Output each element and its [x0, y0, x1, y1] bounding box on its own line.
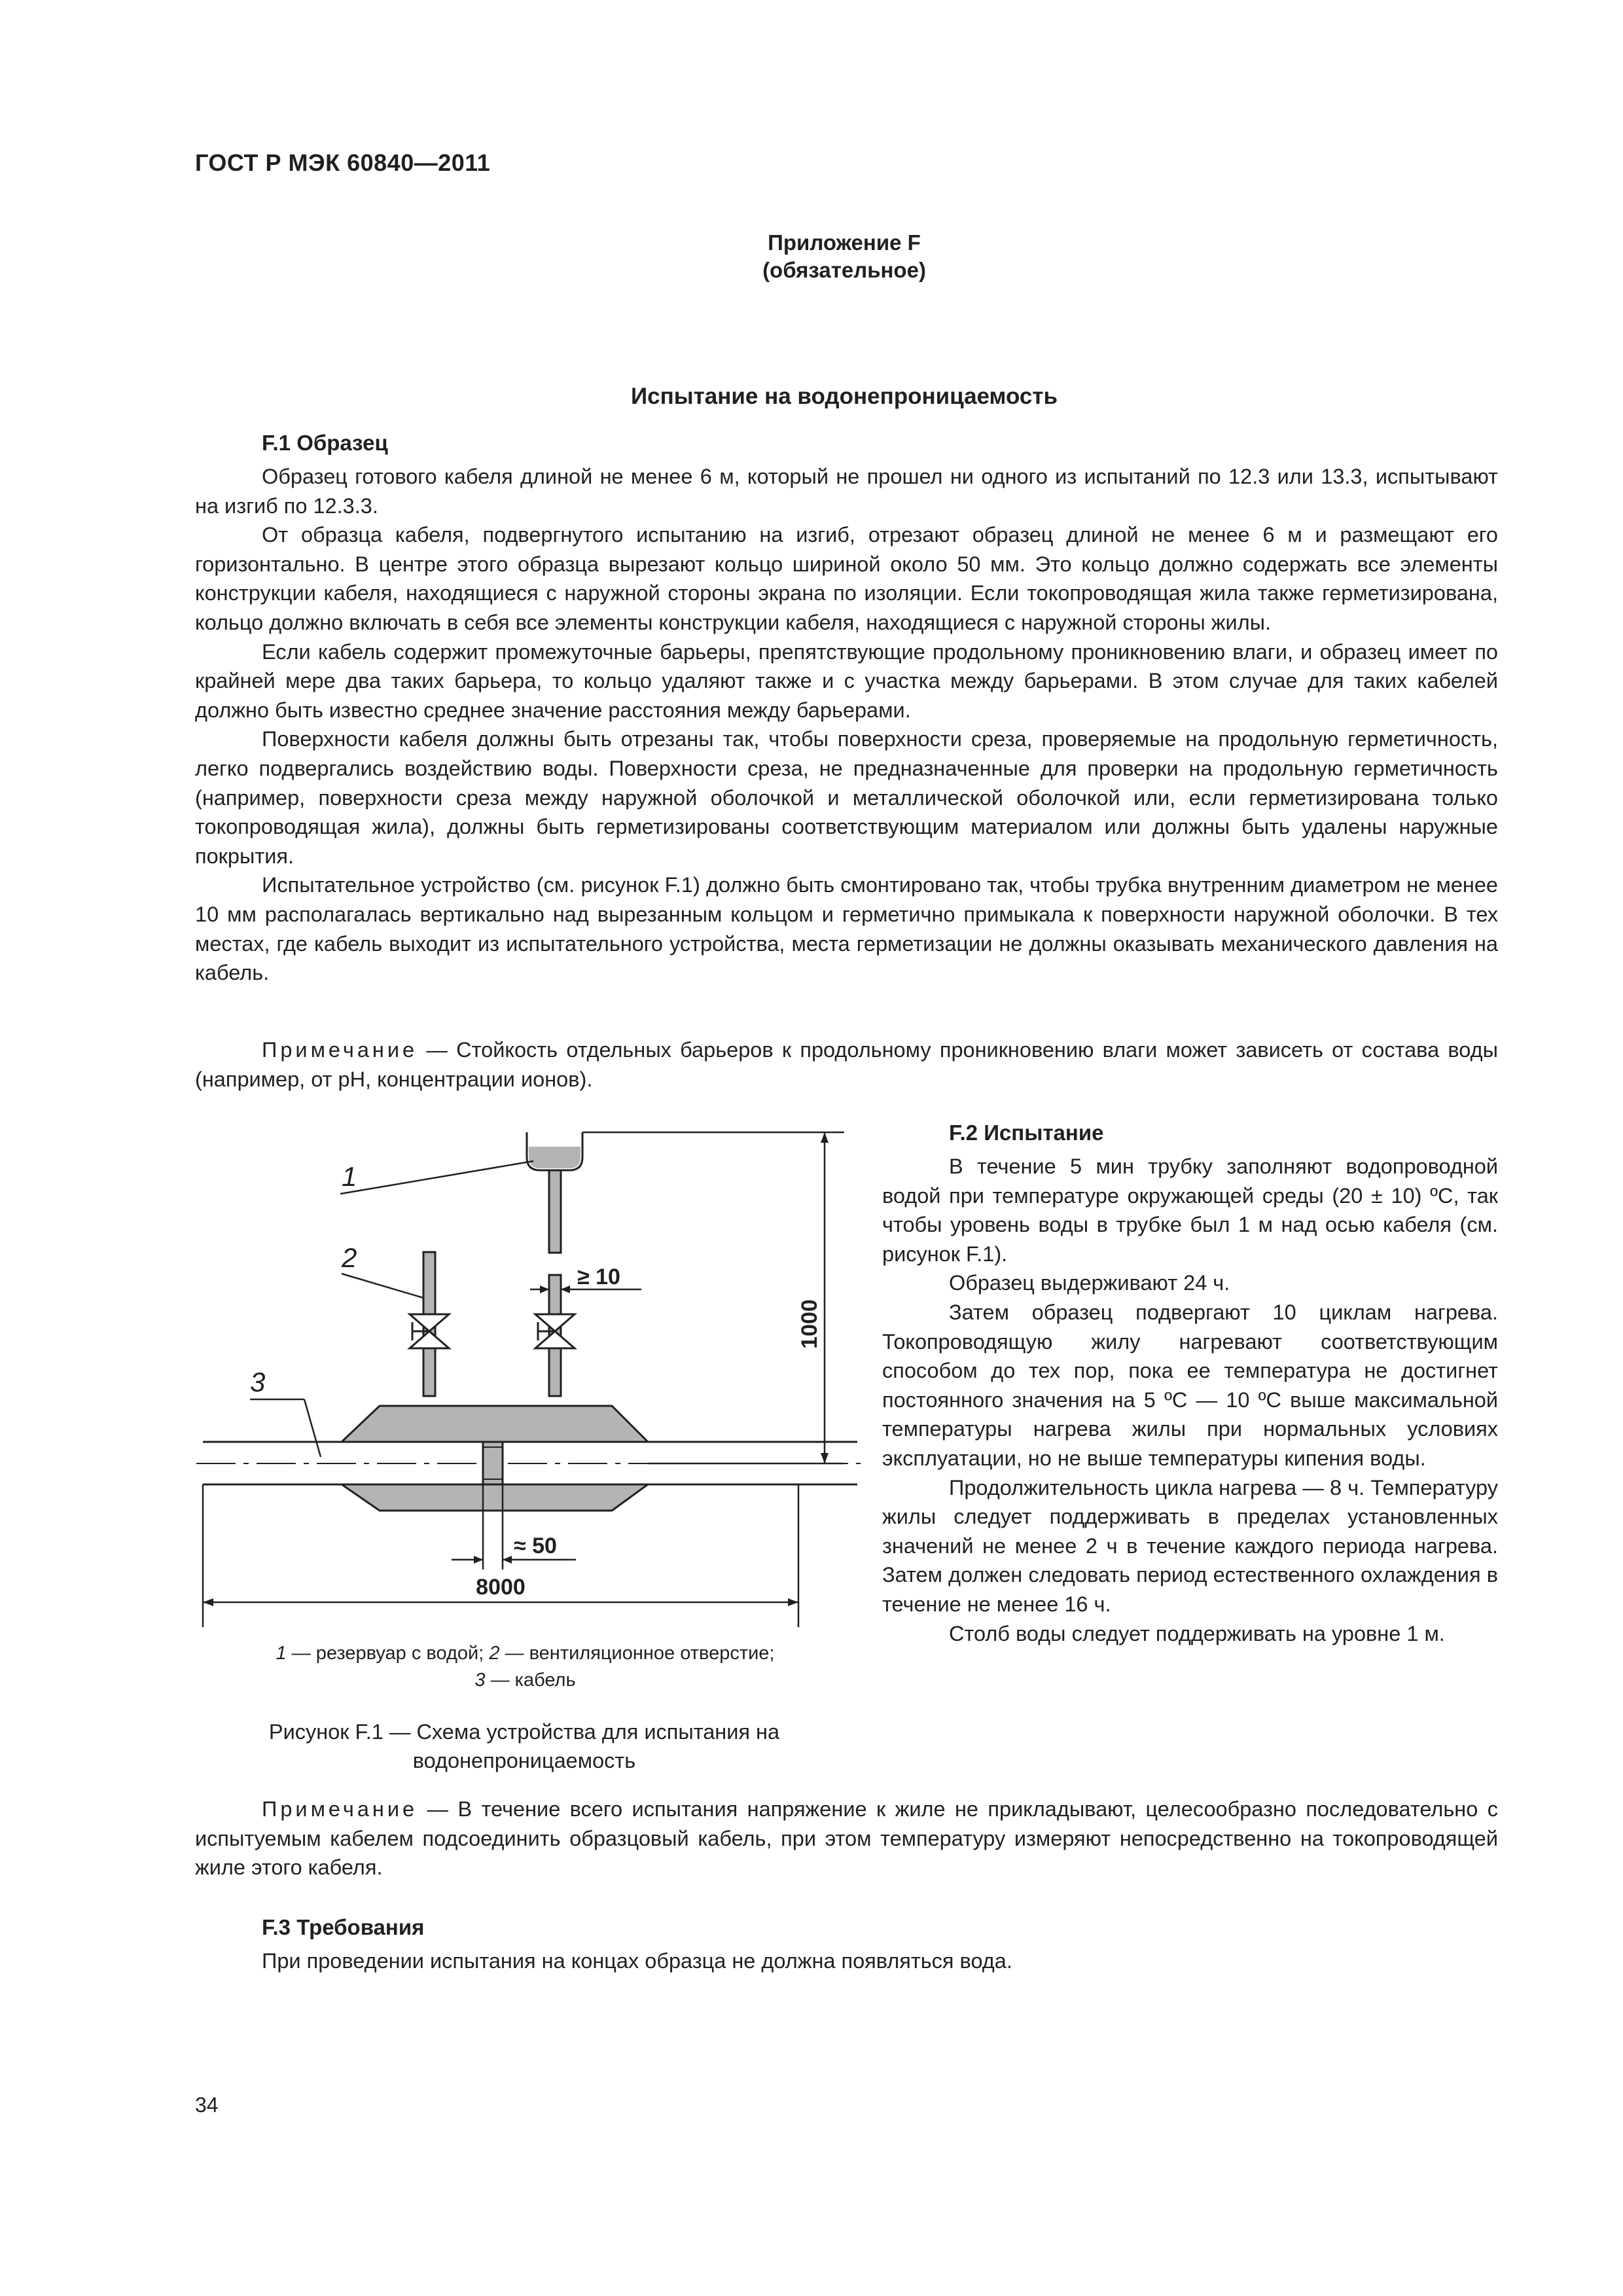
- water-pipe: [535, 1275, 575, 1396]
- water-reservoir: [527, 1132, 582, 1253]
- label-2: 2: [342, 1242, 357, 1273]
- paragraph: От образца кабеля, подвергнутого испытанию на изгиб, отрезают образец длиной не менее 6 м и размещают его горизонтально. В центре этого образца вырезают кольцо шириной около 50 мм. Это кольцо должно содержать все элементы конструкции кабеля, находящиеся с наружной стороны экрана по изоляции. Если токопроводящая жила также герметизирована, кольцо должно включать в себя все элементы конструкции кабеля, находящиеся с наружной стороны жилы.: [195, 523, 1498, 634]
- note-f2: [195, 1795, 1498, 1882]
- dim-ring-width: ≈ 50: [514, 1534, 557, 1558]
- paragraph: Если кабель содержит промежуточные барьеры, препятствующие продольному проникновению влаги, и образец имеет по крайней мере два таких барьера, то кольцо удаляют также и с участка между барьерами. В этом случае для таких кабелей должно быть известно среднее значение расстояния между барьерами.: [195, 639, 1498, 722]
- paragraph: Испытательное устройство (см. рисунок F.1) должно быть смонтировано так, чтобы трубка внутренним диаметром не менее 10 мм располагалась вертикально над вырезанным кольцом и герметично примыкала к поверхности наружной оболочки. В тех местах, где кабель выходит из испытательного устройства, места герметизации не должны оказывать механического давления на кабель.: [195, 873, 1498, 985]
- figure-caption: Рисунок F.1 — Схема устройства для испытания на водонепроницаемость: [268, 1720, 780, 1772]
- dim-sample-length: 8000: [476, 1575, 526, 1600]
- paragraph: Образец готового кабеля длиной не менее 6 м, который не прошел ни одного из испытаний по 12.3 или 13.3, испытывают на изгиб по 12.3.3.: [195, 465, 1498, 518]
- annex-title: Приложение F: [768, 230, 921, 255]
- note-label: Примечание: [262, 1038, 418, 1062]
- note-f1: [195, 1035, 1498, 1094]
- document-title: Испытание на водонепроницаемость: [630, 384, 1058, 409]
- section-f1-body: [195, 462, 1498, 988]
- section-heading-f3: F.3 Требования: [262, 1915, 425, 1939]
- paragraph: В течение 5 мин трубку заполняют водопроводной водой при температуре окружающей среды (20 ± 10) ºС, так чтобы уровень воды в трубке был 1 м над осью кабеля (см. рисунок F.1).: [882, 1155, 1498, 1266]
- section-f2-body: [882, 1152, 1498, 1648]
- paragraph: Затем образец подвергают 10 циклам нагрева. Токопроводящую жилу нагревают соответствующим способом до тех пор, пока ее температура не достигнет постоянного значения на 5 ºС — 10 ºС выше максимальной температуры нагрева жилы при нормальных условиях эксплуатации, но не выше температуры кипения воды.: [882, 1300, 1498, 1470]
- vent-pipe: [410, 1252, 449, 1396]
- paragraph: Продолжительность цикла нагрева — 8 ч. Температуру жилы следует поддерживать в пределах установленных значений не менее 2 ч в течение каждого периода нагрева. Затем должен следовать период естественного охлаждения в течение не менее 16 ч.: [882, 1475, 1498, 1616]
- dim-water-height: 1000: [797, 1299, 822, 1349]
- standard-header: ГОСТ Р МЭК 60840—2011: [195, 149, 491, 176]
- label-3: 3: [250, 1367, 266, 1397]
- section-f3-body: [195, 1946, 1498, 1976]
- page-number: 34: [195, 2093, 219, 2117]
- paragraph: Столб воды следует поддерживать на уровне 1 м.: [949, 1621, 1445, 1645]
- paragraph: При проведении испытания на концах образца не должна появляться вода.: [262, 1949, 1012, 1973]
- annex-status: (обязательное): [762, 258, 926, 282]
- label-1: 1: [342, 1161, 357, 1192]
- section-heading-f2: F.2 Испытание: [949, 1121, 1104, 1145]
- figure-legend: 1 — резервуар с водой; 2 — вентиляционное отверстие; 3 — кабель: [276, 1643, 775, 1691]
- test-apparatus-diagram: [190, 1118, 864, 1635]
- note-text: — Стойкость отдельных барьеров к продольному проникновению влаги может зависеть от состава воды (например, от pH, концентрации ионов).: [195, 1038, 1498, 1091]
- paragraph: Образец выдерживают 24 ч.: [949, 1271, 1230, 1295]
- section-heading-f1: F.1 Образец: [262, 431, 388, 455]
- paragraph: Поверхности кабеля должны быть отрезаны так, чтобы поверхности среза, проверяемые на продольную герметичность, легко подвергались воздействию воды. Поверхности среза, не предназначенные для проверки на продольную герметичность (например, поверхности среза между наружной оболочкой и металлической оболочкой или, если герметизирована только токопроводящая жила), должны быть герметизированы соответствующим материалом или должны быть удалены наружные покрытия.: [195, 727, 1498, 868]
- note-text: — В течение всего испытания напряжение к жиле не прикладывают, целесообразно последовательно с испытуемым кабелем подсоединить образцовый кабель, при этом температуру измеряют непосредственно на токопроводящей жиле этого кабеля.: [195, 1797, 1498, 1880]
- note-label: Примечание: [262, 1797, 418, 1821]
- dim-tube-diameter: ≥ 10: [577, 1265, 620, 1289]
